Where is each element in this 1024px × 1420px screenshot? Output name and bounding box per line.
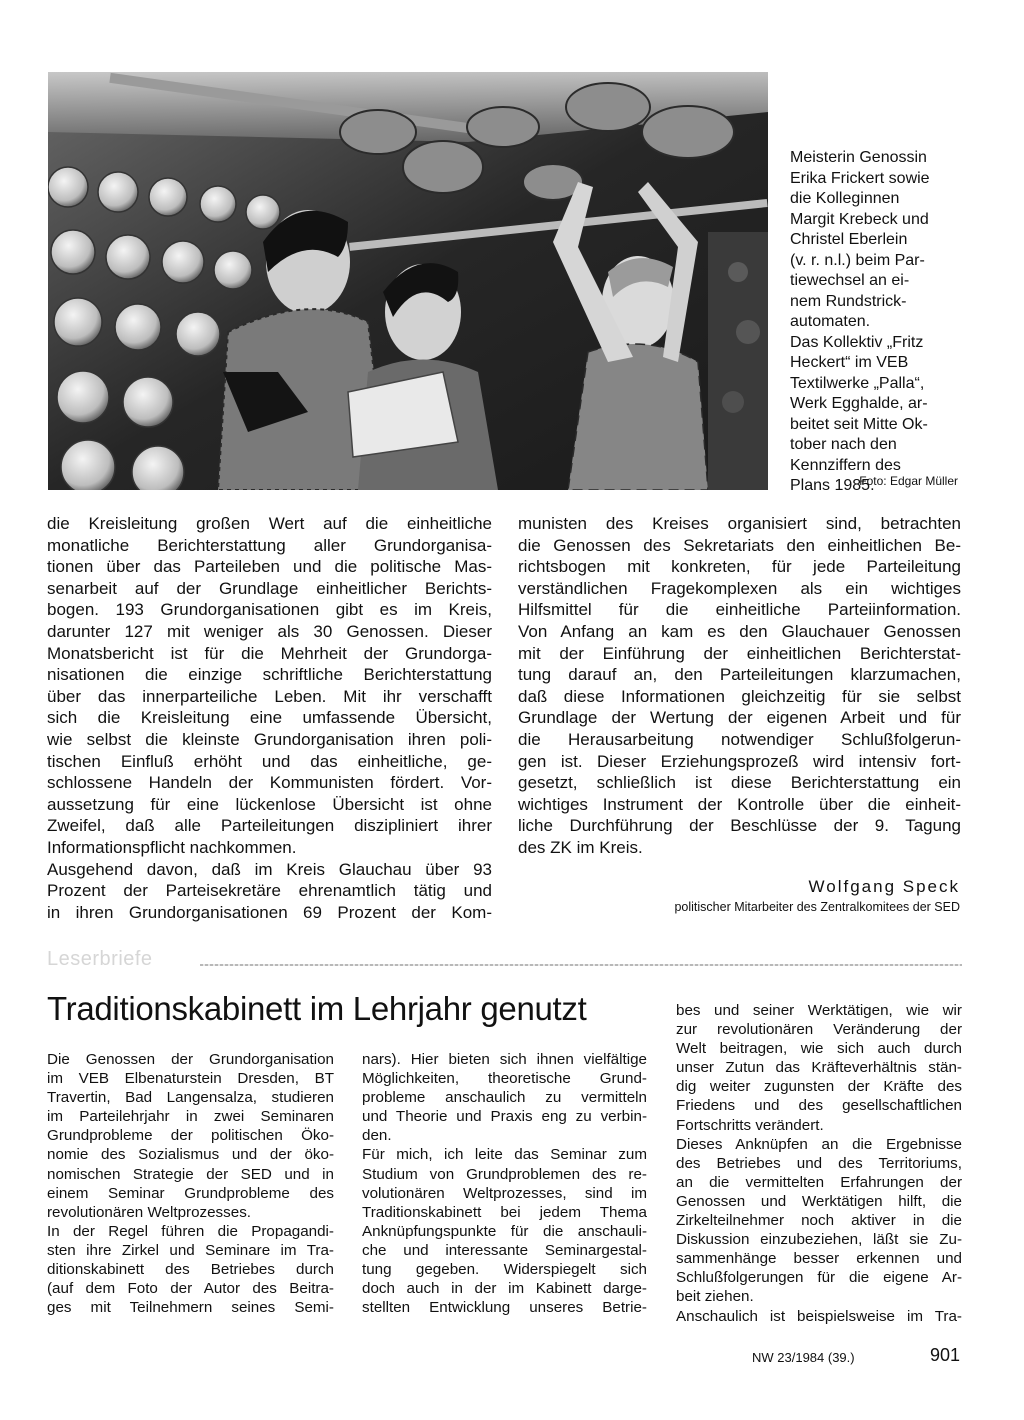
- text-line: tionen über das Parteileben und die politische Mas-: [47, 557, 492, 577]
- text-line: monatliche Berichterstattung aller Grundorganisa-: [47, 535, 492, 555]
- text-line: stellten Entwicklung unseres Betrie-: [362, 1299, 647, 1317]
- text-line: zur revolutionären Veränderung der: [676, 1021, 962, 1039]
- caption-line: tiewechsel an ei-: [790, 272, 910, 289]
- text-line: senarbeit auf der Grundlage einheitlicher Berichts-: [47, 578, 492, 598]
- text-line: den.: [362, 1127, 392, 1145]
- page-number: 901: [930, 1345, 961, 1365]
- caption-line: automaten.: [790, 313, 871, 330]
- text-line: Dieses Anknüpfen an die Ergebnisse: [676, 1135, 962, 1153]
- caption-line: Werk Egghalde, ar-: [790, 395, 928, 412]
- text-line: bogen. 193 Grundorganisationen gibt es im Kreis,: [47, 600, 492, 620]
- letter-column-2: [362, 1050, 647, 1317]
- text-line: Studium von Grundproblemen des re-: [362, 1165, 647, 1183]
- text-line: nomischen Strategie der SED und in: [47, 1165, 334, 1183]
- text-line: Grundprobleme der politischen Öko-: [47, 1127, 334, 1145]
- text-line: in ihren Grundorganisationen 69 Prozent der Kom-: [47, 902, 492, 922]
- text-line: nisationen die einzige schriftliche Berichterstattung: [47, 665, 492, 685]
- text-line: im VEB Elbenaturstein Dresden, BT: [47, 1070, 334, 1088]
- caption-line: Kennziffern des: [790, 456, 901, 474]
- text-line: richtsbogen mit konkreten, für jede Parteileitung: [518, 557, 961, 577]
- text-line: nomie des Sozialismus und der öko-: [47, 1146, 334, 1164]
- text-line: Schlußfolgerungen für die eigene Ar-: [676, 1269, 962, 1287]
- text-line: liche Durchführung der Beschlüsse der 9. Tagung: [518, 816, 961, 836]
- text-line: wichtiges Instrument der Kontrolle über die einheit-: [518, 794, 961, 814]
- text-line: sammenhänge besser erkennen und: [676, 1250, 962, 1268]
- text-line: che und interessante Seminargestal-: [362, 1241, 647, 1259]
- text-line: aussetzung für eine lückenlose Übersicht ist ohne: [47, 794, 492, 814]
- text-line: nars). Hier bieten sich ihnen vielfältige: [362, 1051, 647, 1068]
- text-line: bes und seiner Werktätigen, wie wir: [676, 1002, 962, 1019]
- text-line: Hilfsmittel für die einheitliche Parteiinformation.: [518, 600, 961, 620]
- text-line: In der Regel führen die Propagandi-: [47, 1222, 334, 1240]
- text-line: gen ist. Dieser Erziehungsprozeß wird intensiv fort-: [518, 751, 961, 771]
- text-line: beit ziehen.: [676, 1288, 754, 1306]
- text-line: Zweifel, daß alle Parteileitungen diszipliniert ihrer: [47, 816, 492, 836]
- text-line: tung darauf an, den Parteileitungen klarzumachen,: [518, 665, 961, 685]
- text-line: gesetzt, schließlich ist diese Berichterstattung ein: [518, 773, 961, 793]
- text-line: im Parteilehrjahr in zwei Seminaren: [47, 1108, 334, 1126]
- text-line: Zirkelteilnehmer noch aktiver in die: [676, 1212, 962, 1230]
- text-line: volutionären Weltprozesses, sind im: [362, 1184, 647, 1202]
- photo-credit: Foto: Edgar Müller: [859, 474, 958, 488]
- caption-line: Das Kollektiv „Fritz: [790, 333, 924, 351]
- caption-line: nem Rundstrick-: [790, 292, 907, 310]
- text-line: und Theorie und Praxis eng zu verbin-: [362, 1108, 647, 1126]
- article-column-right: [518, 513, 961, 859]
- caption-line: Meisterin Genossin: [790, 149, 927, 166]
- text-line: dig weiter zugunsten der Kräfte des: [676, 1078, 962, 1096]
- text-line: Friedens und des gesellschaftlichen: [676, 1097, 962, 1115]
- text-line: sten ihre Zirkel und Seminare im Tra-: [47, 1241, 334, 1259]
- text-line: ditionskabinett des Betriebes durch: [47, 1261, 334, 1279]
- text-line: Für mich, ich leite das Seminar zum: [362, 1146, 647, 1164]
- caption-line: tober nach den: [790, 436, 897, 453]
- text-line: Grundlage der Wertung der eigenen Arbeit und für: [518, 708, 961, 728]
- text-line: des ZK im Kreis.: [518, 837, 643, 857]
- text-line: Anschaulich ist beispielsweise im Tra-: [676, 1307, 962, 1325]
- text-line: einem Seminar Grundprobleme des: [47, 1184, 334, 1202]
- text-line: Ausgehend davon, daß im Kreis Glauchau über 93: [47, 859, 492, 879]
- caption-line: beitet seit Mitte Ok-: [790, 415, 928, 433]
- text-line: munisten des Kreises organisiert sind, betrachten: [518, 514, 961, 533]
- text-line: darunter 127 mit weniger als 30 Genossen. Dieser: [47, 621, 492, 641]
- text-line: Von Anfang an kam es den Glauchauer Genossen: [518, 621, 961, 641]
- text-line: Fortschritts verändert.: [676, 1116, 824, 1134]
- text-line: sich die Kreisleitung eine umfassende Übersicht,: [47, 708, 492, 728]
- text-line: revolutionären Weltprozesses.: [47, 1203, 252, 1221]
- text-line: tung gegeben. Widerspiegelt sich: [362, 1261, 647, 1279]
- caption-line: Erika Frickert sowie: [790, 169, 930, 187]
- letter-column-3: [676, 1001, 962, 1326]
- section-divider: [200, 964, 962, 966]
- caption-line: Plans 1985.: [790, 477, 875, 494]
- article-photo: [48, 72, 768, 490]
- caption-line: Heckert“ im VEB: [790, 354, 909, 371]
- caption-line: (v. r. n.l.) beim Par-: [790, 251, 925, 269]
- author-role: politischer Mitarbeiter des Zentralkomitees der SED: [674, 900, 960, 914]
- caption-line: die Kolleginnen: [790, 190, 900, 207]
- text-line: Möglichkeiten, theoretische Grund-: [362, 1070, 647, 1088]
- text-line: Traditionskabinett bei jedem Thema: [362, 1203, 647, 1221]
- text-line: probleme anschaulich zu vermitteln: [362, 1089, 647, 1107]
- text-line: Welt beitragen, wie sich auch durch: [676, 1040, 962, 1058]
- article-column-left: [47, 513, 492, 923]
- text-line: schlossene Handeln der Kommunisten fördert. Vor-: [47, 773, 492, 793]
- text-line: Genossen und Werktätigen hilft, die: [676, 1192, 962, 1210]
- text-line: Monatsbericht ist für die Mehrheit der Grundorga-: [47, 643, 492, 663]
- text-line: unser Zutun das Kräfteverhältnis stän-: [676, 1059, 962, 1077]
- text-line: des Betriebes und des Territoriums,: [676, 1154, 962, 1172]
- text-line: mit der Einführung der einheitlichen Berichterstat-: [518, 643, 961, 663]
- text-line: Prozent der Parteisekretäre ehrenamtlich tätig und: [47, 881, 492, 901]
- text-line: tischen Einfluß erhöht und das einheitliche, ge-: [47, 751, 492, 771]
- text-line: Informationspflicht nachkommen.: [47, 837, 297, 857]
- author-name: Wolfgang Speck: [808, 877, 960, 896]
- text-line: Diskussion einzubeziehen, läßt sie Zu-: [676, 1231, 962, 1249]
- letter-column-1: [47, 1050, 334, 1317]
- text-line: Die Genossen der Grundorganisation: [47, 1051, 334, 1068]
- text-line: über das innerparteiliche Leben. Mit ihr verschafft: [47, 686, 492, 706]
- caption-line: Margit Krebeck und: [790, 210, 929, 228]
- text-line: an die vermittelten Erfahrungen der: [676, 1173, 962, 1191]
- text-line: Anknüpfungspunkte für die anschauli-: [362, 1222, 647, 1240]
- photo-illustration: [48, 72, 768, 490]
- text-line: daß diese Informationen gleichzeitig für sie selbst: [518, 686, 961, 706]
- photo-caption: [790, 148, 975, 497]
- text-line: verständlichen Fragekomplexen als ein wichtiges: [518, 578, 961, 598]
- text-line: die Genossen des Sekretariats den einheitlichen Be-: [518, 535, 961, 555]
- text-line: ges mit Teilnehmern seines Semi-: [47, 1299, 334, 1317]
- text-line: die Kreisleitung großen Wert auf die einheitliche: [47, 514, 492, 533]
- text-line: wie selbst die kleinste Grundorganisation ihren poli-: [47, 729, 492, 749]
- caption-line: Christel Eberlein: [790, 231, 908, 248]
- issue-reference: NW 23/1984 (39.): [752, 1350, 855, 1365]
- text-line: (auf dem Foto der Autor des Beitra-: [47, 1280, 334, 1298]
- section-label: Leserbriefe: [47, 948, 153, 970]
- text-line: doch auch in der im Kabinett darge-: [362, 1280, 647, 1298]
- letter-headline: Traditionskabinett im Lehrjahr genutzt: [47, 990, 587, 1027]
- text-line: die Herausarbeitung notwendiger Schlußfolgerun-: [518, 729, 961, 749]
- text-line: Travertin, Bad Langensalza, studieren: [47, 1089, 334, 1107]
- caption-line: Textilwerke „Palla“,: [790, 374, 925, 392]
